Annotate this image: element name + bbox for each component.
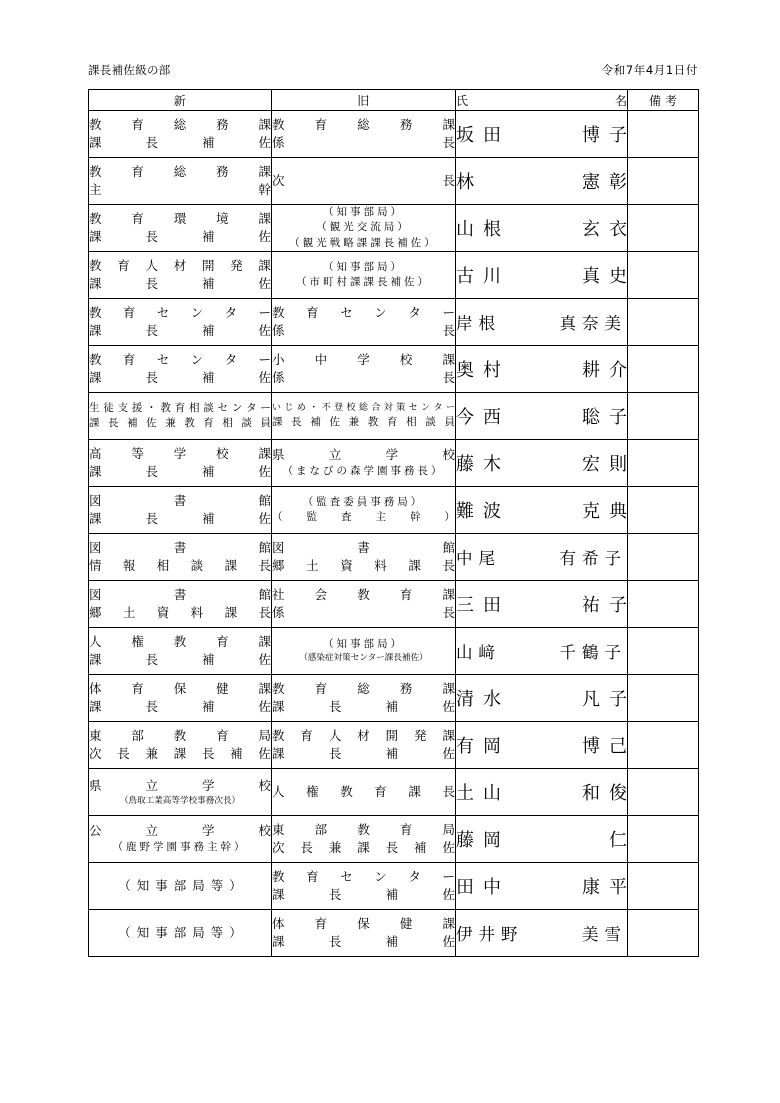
cell-remark xyxy=(628,863,699,910)
cell-old-position xyxy=(272,628,456,675)
new-line: 生 徒 支 援 ・ 教 育 相 談 セ ン タ ー xyxy=(89,401,271,414)
old-line: 課 長 補 佐 xyxy=(272,699,455,714)
old-line: 教 育 セ ン タ ー xyxy=(272,304,455,320)
cell-new-position xyxy=(89,158,272,205)
person-given-name: 博 己 xyxy=(582,736,627,757)
cell-remark xyxy=(628,769,699,816)
new-line: （鹿野学園事務主幹） xyxy=(112,841,248,854)
person-surname: 藤 木 xyxy=(456,454,501,475)
person-surname: 三 田 xyxy=(456,595,501,616)
old-line: 東 部 教 育 局 xyxy=(272,821,455,837)
cell-person-name xyxy=(456,111,628,158)
new-line: 課 長 補 佐 兼 教 育 相 談 員 xyxy=(89,417,271,429)
cell-old-position xyxy=(272,487,456,534)
old-line: 係 長 xyxy=(272,370,455,385)
old-line: 図 書 館 xyxy=(272,539,455,555)
cell-old-position xyxy=(272,158,456,205)
cell-remark xyxy=(628,816,699,863)
cell-old-position xyxy=(272,910,456,957)
old-line: （感染症対策センター課長補佐） xyxy=(299,653,428,664)
cell-old-position xyxy=(272,252,456,299)
person-given-name: 仁 xyxy=(609,830,627,851)
cell-new-position xyxy=(89,440,272,487)
old-line: （ 監 査 主 幹 ） xyxy=(272,511,455,523)
cell-old-position xyxy=(272,534,456,581)
person-surname: 難 波 xyxy=(456,501,501,522)
new-line: 教 育 セ ン タ ー xyxy=(89,351,271,367)
new-line: 課 長 補 佐 xyxy=(89,370,271,385)
new-line: 人 権 教 育 課 xyxy=(89,633,271,649)
cell-old-position xyxy=(272,111,456,158)
cell-person-name xyxy=(456,722,628,769)
new-line: 課 長 補 佐 xyxy=(89,135,271,150)
old-line: い じ め ・ 不 登 校 総 合 対 策 セ ン タ ー xyxy=(272,402,455,413)
cell-remark xyxy=(628,910,699,957)
new-line: 県 立 学 校 xyxy=(89,777,271,793)
cell-person-name xyxy=(456,863,628,910)
person-surname: 奥 村 xyxy=(456,360,501,381)
new-line: 課 長 補 佐 xyxy=(89,464,271,479)
person-given-name: 康 平 xyxy=(582,877,627,898)
person-given-name: 憲 彰 xyxy=(582,172,627,193)
cell-old-position xyxy=(272,863,456,910)
cell-new-position xyxy=(89,346,272,393)
old-line: （知事部局） xyxy=(323,260,404,273)
cell-person-name xyxy=(456,769,628,816)
cell-old-position xyxy=(272,769,456,816)
person-surname: 古 川 xyxy=(456,266,501,287)
old-line: 係 長 xyxy=(272,605,455,620)
cell-old-position xyxy=(272,581,456,628)
new-line: 東 部 教 育 局 xyxy=(89,727,271,743)
cell-new-position xyxy=(89,581,272,628)
person-surname: 林 xyxy=(456,172,474,193)
cell-old-position xyxy=(272,346,456,393)
table-row xyxy=(89,534,699,581)
old-line: 小 中 学 校 課 xyxy=(272,351,455,367)
old-line: 人 権 教 育 課 長 xyxy=(272,783,455,799)
person-surname: 田 中 xyxy=(456,877,501,898)
table-row xyxy=(89,628,699,675)
cell-remark xyxy=(628,252,699,299)
person-surname: 岸 根 xyxy=(456,314,495,333)
column-header-name-right: 名 xyxy=(614,93,627,108)
cell-old-position xyxy=(272,440,456,487)
cell-person-name xyxy=(456,158,628,205)
cell-new-position xyxy=(89,487,272,534)
table-row xyxy=(89,440,699,487)
old-line: 郷 土 資 料 課 長 xyxy=(272,558,455,573)
cell-old-position xyxy=(272,675,456,722)
new-line: （知事部局等） xyxy=(118,877,248,893)
cell-person-name xyxy=(456,346,628,393)
cell-remark xyxy=(628,675,699,722)
table-row xyxy=(89,581,699,628)
person-given-name: 美 雪 xyxy=(582,925,621,944)
table-row xyxy=(89,346,699,393)
cell-person-name xyxy=(456,440,628,487)
old-line: （観光戦略課課長補佐） xyxy=(289,236,438,249)
old-line: （まなびの森学園事務長） xyxy=(282,465,445,478)
person-surname: 山 﨑 xyxy=(456,643,495,662)
cell-remark xyxy=(628,534,699,581)
new-line: 課 長 補 佐 xyxy=(89,276,271,291)
new-line: 教 育 人 材 開 発 課 xyxy=(89,257,271,273)
old-line: 係 長 xyxy=(272,135,455,150)
table-header-row xyxy=(89,90,699,111)
cell-new-position xyxy=(89,910,272,957)
table-row xyxy=(89,205,699,252)
cell-remark xyxy=(628,487,699,534)
column-header-old: 旧 xyxy=(272,90,456,111)
person-given-name: 凡 子 xyxy=(582,689,627,710)
new-line: 体 育 保 健 課 xyxy=(89,680,271,696)
old-line: 体 育 保 健 課 xyxy=(272,915,455,931)
old-line: 県 立 学 校 xyxy=(272,447,455,463)
page-title: 課長補佐級の部 xyxy=(88,63,171,77)
old-line: 次 長 兼 課 長 補 佐 xyxy=(272,840,455,855)
person-given-name: 真 史 xyxy=(582,266,627,287)
person-given-name: 耕 介 xyxy=(582,360,627,381)
table-row xyxy=(89,158,699,205)
old-line: （市町村課課長補佐） xyxy=(296,276,431,288)
table-row xyxy=(89,769,699,816)
person-given-name: 和 俊 xyxy=(582,783,627,804)
person-surname: 今 西 xyxy=(456,407,501,428)
table-row xyxy=(89,910,699,957)
new-line: 課 長 補 佐 xyxy=(89,511,271,526)
cell-new-position xyxy=(89,769,272,816)
person-given-name: 千 鶴 子 xyxy=(559,643,621,662)
new-line: 高 等 学 校 課 xyxy=(89,445,271,461)
column-header-remark: 備考 xyxy=(628,90,699,111)
old-line: 次 長 xyxy=(272,172,455,188)
cell-new-position xyxy=(89,628,272,675)
cell-new-position xyxy=(89,393,272,440)
new-line: 情 報 相 談 課 長 xyxy=(89,558,271,573)
cell-person-name xyxy=(456,534,628,581)
old-line: 教 育 人 材 開 発 課 xyxy=(272,727,455,743)
new-line: 図 書 館 xyxy=(89,586,271,602)
new-line: 課 長 補 佐 xyxy=(89,699,271,714)
personnel-transfer-table xyxy=(88,89,699,957)
table-row xyxy=(89,816,699,863)
cell-new-position xyxy=(89,722,272,769)
table-row xyxy=(89,393,699,440)
new-line: 教 育 総 務 課 xyxy=(89,116,271,132)
cell-remark xyxy=(628,111,699,158)
person-surname: 伊 井 野 xyxy=(456,925,518,944)
person-given-name: 玄 衣 xyxy=(582,219,627,240)
person-surname: 坂 田 xyxy=(456,125,501,146)
cell-person-name xyxy=(456,910,628,957)
cell-remark xyxy=(628,205,699,252)
column-header-name xyxy=(456,90,628,111)
cell-new-position xyxy=(89,111,272,158)
table-row xyxy=(89,252,699,299)
person-given-name: 聡 子 xyxy=(582,407,627,428)
new-line: 郷 土 資 料 課 長 xyxy=(89,605,271,620)
person-given-name: 祐 子 xyxy=(582,595,627,616)
column-header-name-left: 氏 xyxy=(456,93,469,108)
table-row xyxy=(89,863,699,910)
cell-new-position xyxy=(89,675,272,722)
effective-date: 令和7年4月1日付 xyxy=(601,63,698,77)
cell-new-position xyxy=(89,252,272,299)
person-surname: 有 岡 xyxy=(456,736,501,757)
cell-person-name xyxy=(456,487,628,534)
cell-person-name xyxy=(456,581,628,628)
cell-remark xyxy=(628,346,699,393)
new-line: 教 育 総 務 課 xyxy=(89,163,271,179)
new-line: 課 長 補 佐 xyxy=(89,229,271,244)
new-line: 図 書 館 xyxy=(89,492,271,508)
new-line: 教 育 環 境 課 xyxy=(89,210,271,226)
cell-person-name xyxy=(456,299,628,346)
person-given-name: 宏 則 xyxy=(582,454,627,475)
old-line: （知事部局） xyxy=(323,638,404,651)
cell-person-name xyxy=(456,393,628,440)
table-body xyxy=(89,111,699,957)
new-line: 教 育 セ ン タ ー xyxy=(89,304,271,320)
old-line: （監査委員事務局） xyxy=(302,495,425,508)
cell-remark xyxy=(628,722,699,769)
cell-person-name xyxy=(456,628,628,675)
person-surname: 中 尾 xyxy=(456,549,495,568)
old-line: （知事部局） xyxy=(323,206,404,219)
old-line: 課 長 補 佐 xyxy=(272,746,455,761)
table-row xyxy=(89,111,699,158)
table-row xyxy=(89,675,699,722)
cell-person-name xyxy=(456,816,628,863)
column-header-new: 新 xyxy=(89,90,272,111)
new-line: 図 書 館 xyxy=(89,539,271,555)
new-line: 次 長 兼 課 長 補 佐 xyxy=(89,746,271,761)
cell-remark xyxy=(628,158,699,205)
cell-new-position xyxy=(89,534,272,581)
new-line: 課 長 補 佐 xyxy=(89,323,271,338)
old-line: 係 長 xyxy=(272,323,455,338)
cell-remark xyxy=(628,581,699,628)
old-line: 教 育 セ ン タ ー xyxy=(272,868,455,884)
new-line: 課 長 補 佐 xyxy=(89,652,271,667)
old-line: 教 育 総 務 課 xyxy=(272,116,455,132)
person-given-name: 克 典 xyxy=(582,501,627,522)
cell-old-position xyxy=(272,299,456,346)
cell-old-position xyxy=(272,722,456,769)
cell-remark xyxy=(628,299,699,346)
cell-new-position xyxy=(89,863,272,910)
new-line: （鳥取工業高等学校事務次長） xyxy=(119,795,241,806)
old-line: 課 長 補 佐 xyxy=(272,887,455,902)
new-line: 主 幹 xyxy=(89,182,271,197)
person-given-name: 博 子 xyxy=(582,125,627,146)
old-line: 課 長 補 佐 xyxy=(272,934,455,949)
document-header xyxy=(88,64,698,78)
cell-person-name xyxy=(456,675,628,722)
new-line: （知事部局等） xyxy=(118,924,248,940)
cell-new-position xyxy=(89,816,272,863)
cell-old-position xyxy=(272,205,456,252)
cell-new-position xyxy=(89,299,272,346)
cell-person-name xyxy=(456,252,628,299)
person-given-name: 真 奈 美 xyxy=(559,314,621,333)
person-surname: 山 根 xyxy=(456,219,501,240)
cell-new-position xyxy=(89,205,272,252)
person-given-name: 有 希 子 xyxy=(559,549,621,568)
old-line: （観光交流局） xyxy=(316,221,411,234)
person-surname: 土 山 xyxy=(456,783,501,804)
new-line: 公 立 学 校 xyxy=(89,823,271,839)
cell-remark xyxy=(628,628,699,675)
table-row xyxy=(89,299,699,346)
cell-person-name xyxy=(456,205,628,252)
person-surname: 清 水 xyxy=(456,689,501,710)
table-row xyxy=(89,487,699,534)
old-line: 教 育 総 務 課 xyxy=(272,680,455,696)
old-line: 課 長 補 佐 兼 教 育 相 談 員 xyxy=(272,415,455,428)
cell-old-position xyxy=(272,816,456,863)
old-line: 社 会 教 育 課 xyxy=(272,586,455,602)
table-row xyxy=(89,722,699,769)
cell-remark xyxy=(628,440,699,487)
person-surname: 藤 岡 xyxy=(456,830,501,851)
cell-remark xyxy=(628,393,699,440)
cell-old-position xyxy=(272,393,456,440)
